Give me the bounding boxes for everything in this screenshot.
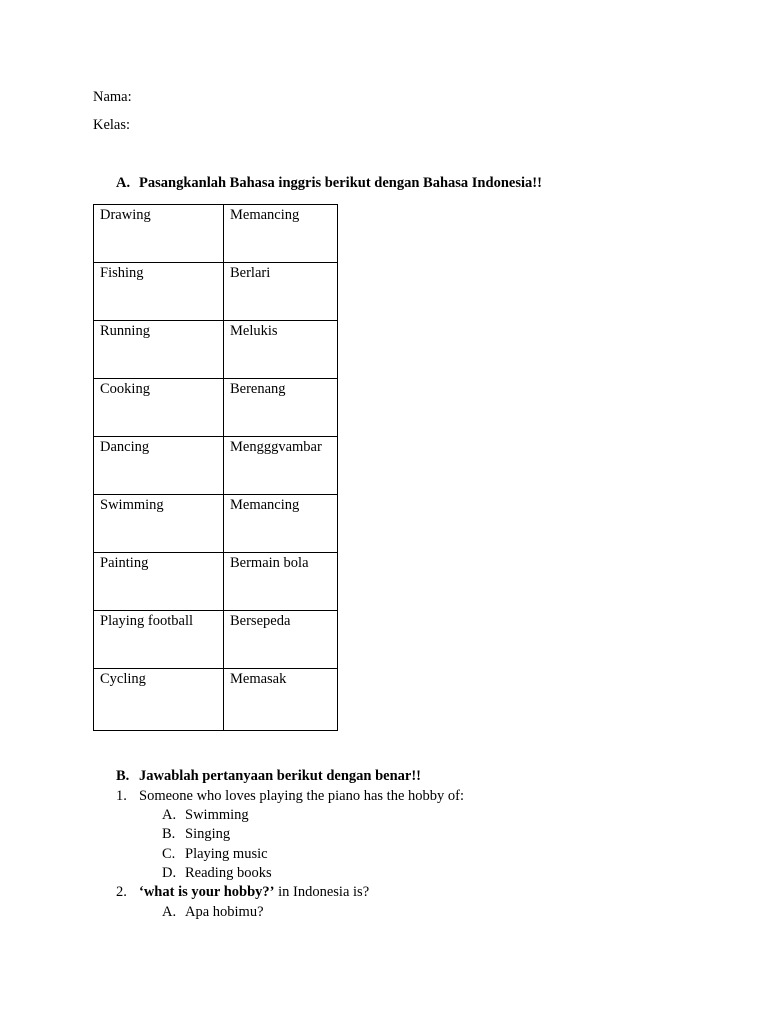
name-label: Nama:	[93, 89, 132, 105]
option-letter: D.	[162, 865, 177, 881]
question-2	[116, 884, 369, 901]
option-text: Singing	[185, 826, 231, 842]
section-a-title: Pasangkanlah Bahasa inggris berikut dengan Bahasa Indonesia!!	[139, 175, 542, 191]
option-text: Swimming	[185, 807, 249, 823]
english-word: Running	[94, 321, 224, 379]
table-row	[94, 669, 338, 731]
table-row	[94, 495, 338, 553]
section-a-heading	[116, 175, 542, 192]
indonesian-word: Bersepeda	[224, 611, 338, 669]
table-row	[94, 321, 338, 379]
question-text: Someone who loves playing the piano has the hobby of:	[139, 788, 464, 804]
indonesian-word: Berlari	[224, 263, 338, 321]
table-row	[94, 263, 338, 321]
option-text: Reading books	[185, 865, 272, 881]
table-row	[94, 205, 338, 263]
option-text: Apa hobimu?	[185, 904, 264, 920]
section-b-heading	[116, 768, 421, 785]
option-text: Playing music	[185, 846, 268, 862]
option	[162, 865, 272, 882]
option-letter: C.	[162, 846, 176, 862]
section-b-marker: B.	[116, 768, 130, 784]
option	[162, 846, 268, 863]
indonesian-word: Memasak	[224, 669, 338, 731]
option	[162, 807, 249, 824]
section-a-marker: A.	[116, 175, 131, 191]
table-row	[94, 379, 338, 437]
english-word: Fishing	[94, 263, 224, 321]
section-b-title: Jawablah pertanyaan berikut dengan benar!!	[139, 768, 421, 784]
option-letter: A.	[162, 807, 177, 823]
english-word: Painting	[94, 553, 224, 611]
indonesian-word: Memancing	[224, 205, 338, 263]
question-1	[116, 788, 464, 805]
indonesian-word: Melukis	[224, 321, 338, 379]
english-word: Drawing	[94, 205, 224, 263]
question-text-bold: ‘what is your hobby?’	[139, 884, 275, 900]
matching-table	[93, 204, 338, 731]
class-label: Kelas:	[93, 117, 131, 133]
question-number: 1.	[116, 788, 127, 804]
option	[162, 826, 230, 843]
indonesian-word: Memancing	[224, 495, 338, 553]
indonesian-word: Bermain bola	[224, 553, 338, 611]
table-row	[94, 553, 338, 611]
indonesian-word: Mengggvambar	[224, 437, 338, 495]
question-text: in Indonesia is?	[274, 884, 370, 900]
english-word: Dancing	[94, 437, 224, 495]
indonesian-word: Berenang	[224, 379, 338, 437]
question-number: 2.	[116, 884, 127, 900]
english-word: Cycling	[94, 669, 224, 731]
table-row	[94, 611, 338, 669]
option	[162, 904, 264, 921]
table-row	[94, 437, 338, 495]
option-letter: B.	[162, 826, 176, 842]
english-word: Playing football	[94, 611, 224, 669]
option-letter: A.	[162, 904, 177, 920]
english-word: Swimming	[94, 495, 224, 553]
english-word: Cooking	[94, 379, 224, 437]
